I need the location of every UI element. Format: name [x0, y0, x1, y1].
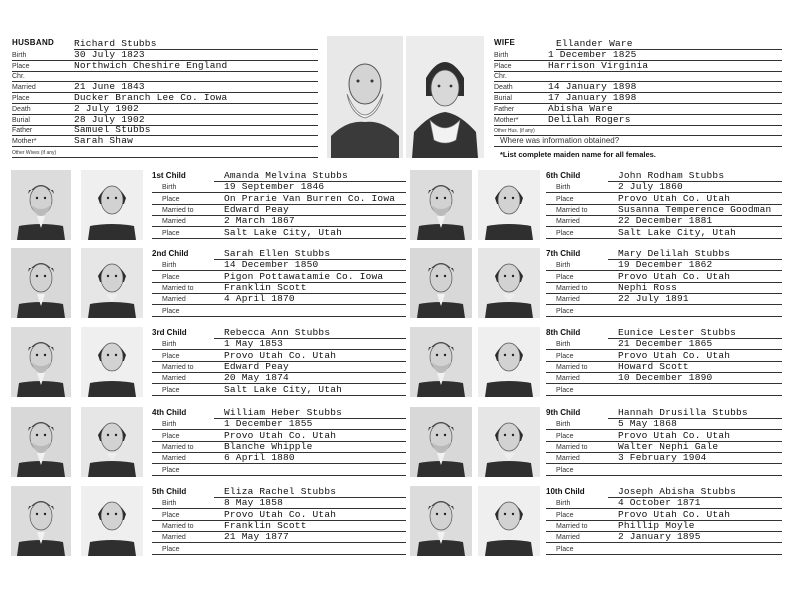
- child-field-label: Married: [556, 375, 580, 383]
- child-field-row: [546, 430, 782, 442]
- wife-field-label: Other Hus. (if any): [494, 128, 535, 135]
- child-field-row: [152, 372, 406, 384]
- wife-field-value: Ellander Ware: [556, 38, 633, 49]
- wife-header: WIFE: [494, 38, 516, 47]
- portrait-spouse-2: [81, 248, 143, 318]
- child-field-row: [546, 543, 782, 555]
- child-field-value: Salt Lake City, Utah: [224, 383, 343, 395]
- child-field-label: Married to: [556, 522, 588, 530]
- child-record: [546, 248, 782, 318]
- child-field-row: [152, 543, 406, 555]
- child-record: [152, 170, 406, 240]
- child-ordinal: 1st Child: [152, 171, 186, 180]
- child-field-value: On Prarie Van Burren Co. Iowa: [224, 192, 396, 204]
- child-field-row: [546, 497, 782, 509]
- child-field-value: Franklin Scott: [224, 281, 307, 293]
- husband-field-label: Chr.: [12, 73, 25, 81]
- portrait-husband: [327, 36, 403, 158]
- child-field-value: Phillip Moyle: [618, 519, 695, 531]
- husband-row: [12, 146, 318, 158]
- child-field-label: Place: [162, 432, 180, 440]
- child-ordinal: 7th Child: [546, 249, 581, 258]
- portrait-spouse-10: [478, 486, 540, 556]
- child-record: [152, 407, 406, 477]
- portrait-spouse-9: [478, 407, 540, 477]
- child-field-label: Married: [556, 218, 580, 226]
- child-name: Joseph Abisha Stubbs: [618, 486, 737, 497]
- child-field-label: Married to: [556, 284, 588, 292]
- husband-field-label: Mother*: [12, 138, 37, 146]
- child-field-label: Place: [162, 273, 180, 281]
- child-field-row: [546, 215, 782, 227]
- wife-field-value: 14 January 1898: [548, 81, 637, 93]
- child-field-value: Franklin Scott: [224, 519, 307, 531]
- child-field-value: Susanna Temperence Goodman: [618, 203, 772, 215]
- child-field-row: [152, 531, 406, 543]
- child-field-row: [152, 181, 406, 193]
- child-field-label: Place: [162, 307, 180, 315]
- child-field-label: Married: [162, 534, 186, 542]
- child-field-label: Married to: [162, 522, 194, 530]
- wife-field-label: Birth: [494, 51, 509, 59]
- child-field-row: [546, 181, 782, 193]
- portrait-wife: [406, 36, 484, 158]
- child-field-value: 22 July 1891: [618, 293, 689, 305]
- child-field-label: Place: [556, 545, 574, 553]
- portrait-spouse-4: [81, 407, 143, 477]
- child-field-row: [546, 464, 782, 476]
- child-field-row: [152, 384, 406, 396]
- child-field-row: [546, 509, 782, 521]
- child-field-row: [608, 407, 782, 419]
- child-ordinal: 3rd Child: [152, 328, 187, 337]
- child-field-row: [214, 407, 406, 419]
- child-record: [546, 170, 782, 240]
- child-field-row: [546, 361, 782, 373]
- child-field-label: Married: [556, 296, 580, 304]
- portrait-child-1: [11, 170, 71, 240]
- child-field-value: Edward Peay: [224, 360, 289, 372]
- child-field-value: 2 January 1895: [618, 531, 701, 543]
- child-field-row: [152, 215, 406, 227]
- child-field-row: [152, 350, 406, 362]
- child-field-label: Birth: [162, 341, 177, 349]
- husband-record: [12, 38, 318, 158]
- child-field-value: 22 December 1881: [618, 215, 713, 227]
- child-field-row: [152, 271, 406, 283]
- portrait-spouse-8: [478, 327, 540, 397]
- child-field-value: Provo Utah Co. Utah: [224, 349, 337, 361]
- child-name: Mary Delilah Stubbs: [618, 248, 731, 259]
- child-record: [152, 486, 406, 556]
- portrait-spouse-7: [478, 248, 540, 318]
- child-field-label: Birth: [162, 184, 177, 192]
- wife-field-label: Father: [494, 105, 515, 113]
- child-field-row: [608, 170, 782, 182]
- child-field-value: Provo Utah Co. Utah: [618, 349, 731, 361]
- child-field-label: Place: [556, 466, 574, 474]
- wife-record: [494, 38, 782, 158]
- child-field-value: Provo Utah Co. Utah: [618, 270, 731, 282]
- child-field-row: [152, 464, 406, 476]
- child-field-value: 1 December 1855: [224, 418, 313, 430]
- child-field-value: 4 October 1871: [618, 497, 701, 509]
- child-field-label: Place: [162, 195, 180, 203]
- child-field-row: [152, 259, 406, 271]
- child-field-value: Provo Utah Co. Utah: [224, 508, 337, 520]
- child-ordinal: 9th Child: [546, 408, 581, 417]
- child-field-row: [546, 384, 782, 396]
- husband-header: HUSBAND: [12, 38, 55, 47]
- child-field-value: 14 December 1850: [224, 259, 319, 271]
- husband-field-label: Place: [12, 62, 30, 70]
- husband-field-value: Northwich Cheshire England: [74, 59, 228, 71]
- child-field-row: [546, 338, 782, 350]
- husband-field-label: Other Wives (if any): [12, 150, 57, 156]
- child-field-value: 5 May 1868: [618, 418, 678, 430]
- portrait-child-5: [11, 486, 71, 556]
- portrait-spouse-1: [81, 170, 143, 240]
- child-ordinal: 6th Child: [546, 171, 581, 180]
- wife-field-value: Abisha Ware: [548, 102, 613, 114]
- child-field-row: [152, 193, 406, 205]
- child-field-label: Place: [556, 511, 574, 519]
- husband-field-label: Death: [12, 105, 31, 113]
- child-field-row: [546, 520, 782, 532]
- child-field-value: 2 July 1860: [618, 181, 683, 193]
- child-field-value: Salt Lake City, Utah: [618, 226, 737, 238]
- child-field-value: Pigon Pottawatamie Co. Iowa: [224, 270, 384, 282]
- child-ordinal: 5th Child: [152, 487, 187, 496]
- child-field-value: 19 December 1862: [618, 259, 713, 271]
- portrait-child-6: [478, 170, 540, 240]
- child-name: William Heber Stubbs: [224, 407, 343, 418]
- child-field-label: Married to: [556, 363, 588, 371]
- child-field-value: 3 February 1904: [618, 452, 707, 464]
- child-field-row: [214, 170, 406, 182]
- child-field-value: 1 May 1853: [224, 338, 284, 350]
- husband-field-label: Birth: [12, 51, 27, 59]
- child-field-row: [546, 418, 782, 430]
- child-ordinal: 2nd Child: [152, 249, 189, 258]
- child-name: Amanda Melvina Stubbs: [224, 170, 348, 181]
- child-field-label: Married: [162, 375, 186, 383]
- child-field-row: [546, 227, 782, 239]
- child-field-row: [546, 305, 782, 317]
- husband-field-label: Place: [12, 95, 30, 102]
- portrait-spouse-6: [410, 170, 472, 240]
- child-field-row: [152, 338, 406, 350]
- portrait-spouse-3: [81, 327, 143, 397]
- child-field-label: Married to: [556, 443, 588, 451]
- child-field-value: 10 December 1890: [618, 372, 713, 384]
- child-field-row: [152, 497, 406, 509]
- child-field-row: [214, 248, 406, 260]
- child-field-row: [546, 372, 782, 384]
- wife-field-label: Burial: [494, 95, 512, 102]
- child-field-row: [546, 271, 782, 283]
- child-field-label: Place: [556, 307, 574, 315]
- child-field-label: Place: [556, 386, 574, 394]
- portrait-child-7: [410, 248, 472, 318]
- child-field-row: [546, 350, 782, 362]
- child-field-row: [152, 441, 406, 453]
- child-field-row: [546, 293, 782, 305]
- portrait-child-8: [410, 327, 472, 397]
- wife-field-label: Chr.: [494, 73, 507, 81]
- child-field-value: Nephi Ross: [618, 281, 678, 293]
- child-field-label: Place: [556, 195, 574, 203]
- child-field-value: 2 March 1867: [224, 215, 295, 227]
- child-field-label: Place: [162, 352, 180, 360]
- child-field-row: [152, 204, 406, 216]
- child-ordinal: 10th Child: [546, 487, 585, 496]
- child-field-label: Married to: [162, 443, 194, 451]
- child-field-row: [152, 282, 406, 294]
- child-field-label: Married: [162, 296, 186, 304]
- wife-field-value: 17 January 1898: [548, 92, 637, 103]
- child-field-value: 21 May 1877: [224, 531, 289, 543]
- child-field-label: Place: [556, 273, 574, 281]
- child-field-label: Married: [556, 534, 580, 542]
- child-record: [546, 486, 782, 556]
- child-field-row: [546, 531, 782, 543]
- child-field-label: Birth: [162, 262, 177, 270]
- child-field-label: Place: [162, 386, 180, 394]
- child-field-row: [152, 227, 406, 239]
- child-field-label: Married: [556, 455, 580, 463]
- child-field-value: 20 May 1874: [224, 372, 289, 384]
- portrait-child-2: [11, 248, 71, 318]
- child-field-value: Salt Lake City, Utah: [224, 226, 343, 238]
- child-field-row: [214, 486, 406, 498]
- child-field-label: Married: [162, 218, 186, 226]
- child-name: Rebecca Ann Stubbs: [224, 327, 331, 338]
- child-ordinal: 8th Child: [546, 328, 581, 337]
- child-field-label: Married to: [162, 206, 194, 214]
- child-field-value: Walter Nephi Gale: [618, 440, 719, 452]
- husband-field-value: Ducker Branch Lee Co. Iowa: [74, 92, 228, 103]
- child-field-value: Howard Scott: [618, 360, 689, 372]
- child-field-row: [152, 430, 406, 442]
- child-field-row: [546, 259, 782, 271]
- child-field-label: Place: [162, 545, 180, 553]
- wife-field-value: Delilah Rogers: [548, 113, 631, 125]
- child-name: John Rodham Stubbs: [618, 170, 725, 181]
- child-name: Hannah Drusilla Stubbs: [618, 407, 748, 418]
- child-field-value: Edward Peay: [224, 203, 289, 215]
- child-field-value: Provo Utah Co. Utah: [618, 429, 731, 441]
- wife-row: [494, 135, 782, 147]
- child-field-row: [152, 520, 406, 532]
- child-field-value: Provo Utah Co. Utah: [618, 192, 731, 204]
- child-field-value: Blanche Whipple: [224, 440, 313, 452]
- child-field-value: 19 September 1846: [224, 181, 325, 193]
- wife-field-label: Where was information obtained?: [500, 136, 620, 146]
- child-field-row: [152, 305, 406, 317]
- wife-field-label: Place: [494, 62, 512, 70]
- child-field-label: Birth: [162, 500, 177, 508]
- child-field-value: 4 April 1870: [224, 293, 295, 305]
- wife-field-value: 1 December 1825: [548, 48, 637, 60]
- husband-field-value: 28 July 1902: [74, 113, 145, 125]
- portrait-child-4: [11, 407, 71, 477]
- husband-field-value: 2 July 1902: [74, 102, 139, 114]
- child-record: [546, 327, 782, 397]
- maiden-name-footnote: *List complete maiden name for all females.: [500, 150, 656, 159]
- child-field-row: [546, 282, 782, 294]
- child-field-row: [546, 204, 782, 216]
- child-field-label: Birth: [556, 184, 571, 192]
- child-record: [152, 248, 406, 318]
- child-name: Eunice Lester Stubbs: [618, 327, 737, 338]
- child-field-label: Married to: [162, 363, 194, 371]
- child-field-label: Place: [162, 466, 180, 474]
- husband-field-value: 30 July 1823: [74, 48, 145, 60]
- husband-field-value: Sarah Shaw: [74, 135, 134, 147]
- wife-field-value: Harrison Virginia: [548, 59, 649, 71]
- child-field-row: [152, 452, 406, 464]
- husband-field-value: 21 June 1843: [74, 81, 145, 93]
- child-field-value: Provo Utah Co. Utah: [618, 508, 731, 520]
- wife-field-label: Mother*: [494, 116, 519, 124]
- child-field-row: [608, 486, 782, 498]
- child-record: [546, 407, 782, 477]
- child-field-value: 6 April 1880: [224, 452, 295, 464]
- child-field-label: Married to: [162, 284, 194, 292]
- child-field-label: Place: [556, 432, 574, 440]
- child-field-label: Birth: [556, 421, 571, 429]
- child-field-label: Birth: [556, 262, 571, 270]
- husband-field-value: Samuel Stubbs: [74, 124, 151, 136]
- child-field-label: Married to: [556, 206, 588, 214]
- child-field-label: Birth: [556, 341, 571, 349]
- child-field-row: [152, 293, 406, 305]
- child-field-value: 8 May 1858: [224, 497, 284, 509]
- husband-field-label: Married: [12, 84, 36, 92]
- child-field-label: Place: [162, 229, 180, 237]
- child-field-label: Birth: [162, 421, 177, 429]
- child-field-label: Place: [556, 229, 574, 237]
- child-field-row: [546, 452, 782, 464]
- child-field-value: 21 December 1865: [618, 338, 713, 350]
- portrait-child-3: [11, 327, 71, 397]
- child-field-row: [546, 441, 782, 453]
- child-field-row: [608, 248, 782, 260]
- child-field-row: [608, 327, 782, 339]
- child-ordinal: 4th Child: [152, 408, 187, 417]
- husband-field-label: Burial: [12, 116, 30, 124]
- child-record: [152, 327, 406, 397]
- child-field-value: Provo Utah Co. Utah: [224, 429, 337, 441]
- child-field-label: Place: [556, 352, 574, 360]
- portrait-child-10: [410, 486, 472, 556]
- child-name: Eliza Rachel Stubbs: [224, 486, 337, 497]
- child-field-label: Place: [162, 511, 180, 519]
- husband-field-value: Richard Stubbs: [74, 38, 157, 49]
- child-field-row: [152, 418, 406, 430]
- wife-field-label: Death: [494, 84, 513, 92]
- child-field-row: [546, 193, 782, 205]
- child-field-label: Birth: [556, 500, 571, 508]
- child-name: Sarah Ellen Stubbs: [224, 248, 331, 259]
- husband-field-label: Father: [12, 127, 33, 135]
- child-field-label: Married: [162, 455, 186, 463]
- child-field-row: [152, 509, 406, 521]
- child-field-row: [152, 361, 406, 373]
- portrait-spouse-5: [81, 486, 143, 556]
- child-field-row: [214, 327, 406, 339]
- portrait-child-9: [410, 407, 472, 477]
